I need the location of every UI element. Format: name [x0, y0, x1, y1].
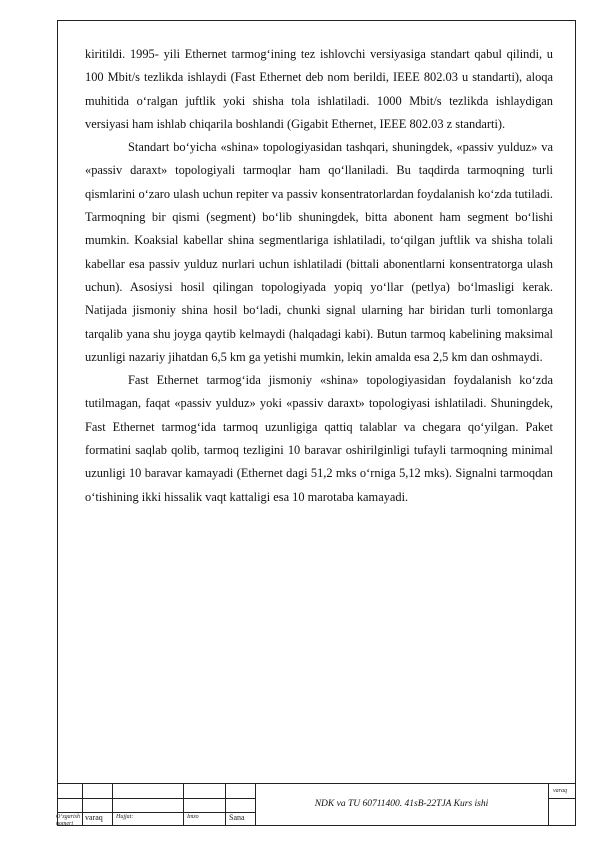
stamp-col-line: [112, 784, 113, 826]
ozgarish-label: O‘zgarish: [56, 814, 81, 820]
stamp-col-line: [548, 784, 549, 826]
stamp-col-line: [225, 784, 226, 826]
imzo-label: Imzo: [187, 814, 199, 820]
paragraph-1: kiritildi. 1995- yili Ethernet tarmog‘ining tez ishlovchi versiyasiga standart qabul qilindi, u 100 Mbit/s tezlikda ishlaydi (Fast Ethernet deb nom berildi, IEEE 802.03 u standarti), aloqa muhitida o‘ralgan juftlik yoki shisha tola ishlatiladi. 1000 Mbit/s tezlikda ishlaydigan versiyasi ham ishlab chiqarila boshlandi (Gigabit Ethernet, IEEE 802.03 z standarti).: [85, 47, 553, 131]
stamp-col-line: [82, 784, 83, 826]
stamp-title-cell: [255, 784, 548, 827]
varaq-label: varaq: [85, 813, 103, 822]
stamp-col-line: [183, 784, 184, 826]
hujjat-label: Hujjat:: [116, 814, 134, 820]
stamp-sheet-line: [548, 798, 576, 799]
document-code: NDK va TU 60711400. 41sB-22TJA Kurs ishi: [314, 799, 489, 809]
paragraph-2: Standart bo‘yicha «shina» topologiyasidan tashqari, shuningdek, «passiv yulduz» va «passiv daraxt» topologiyali tarmoqlar ham qo‘llaniladi. Bu taqdirda tarmoqning turli qismlarini o‘zaro ulash uchun repiter va passiv konsentratorlardan foydalanish ko‘zda tutiladi. Tarmoqning bir qismi (segment) bo‘lib shuningdek, bitta abonent ham segment bo‘lishi mumkin. Koaksial kabellar shina segmentlariga ishlatiladi, to‘qilgan juftlik va shisha tolali kabellar esa passiv yulduz nurlari uchun ishlatiladi (bittali abonentlarni konsentratorga ulash uchun). Asosiysi hosil qilingan topologiyada yopiq yo‘llar (petlya) bo‘lmasligi kerak. Natijada jismoniy shina hosil bo‘ladi, chunki signal ularning har biridan turli tomonlarga tarqalib yana shu joyga qaytib kelmaydi (halqadagi kabi). Butun tarmoq kabelining maksimal uzunligi nazariy jihatdan 6,5 km ga yetishi mumkin, lekin amalda esa 2,5 km dan oshmaydi.: [85, 140, 553, 364]
sana-label: Sana: [229, 813, 245, 822]
nomeri-label: nomeri: [56, 821, 73, 827]
document-body: [85, 43, 553, 509]
title-block: [57, 783, 576, 826]
paragraph-3: Fast Ethernet tarmog‘ida jismoniy «shina» topologiyasidan foydalanish ko‘zda tutilmagan, faqat «passiv yulduz» yoki «passiv daraxt» topologiyasi ishlatiladi. Shuningdek, Fast Ethernet tarmog‘ida tarmoq uzunligiga qattiq talablar va chegara qo‘yilgan. Paket formatini saqlab qolib, tarmoq tezligini 10 baravar oshirilginligi tufayli tarmoqning minimal uzunligi 10 baravar kamayadi (Ethernet dagi 51,2 mks o‘rniga 5,12 mks). Signalni tarmoqdan o‘tishining ikki hissalik vaqt kattaligi esa 10 marotaba kamayadi.: [85, 373, 553, 504]
sheet-label: varaq: [553, 788, 567, 794]
